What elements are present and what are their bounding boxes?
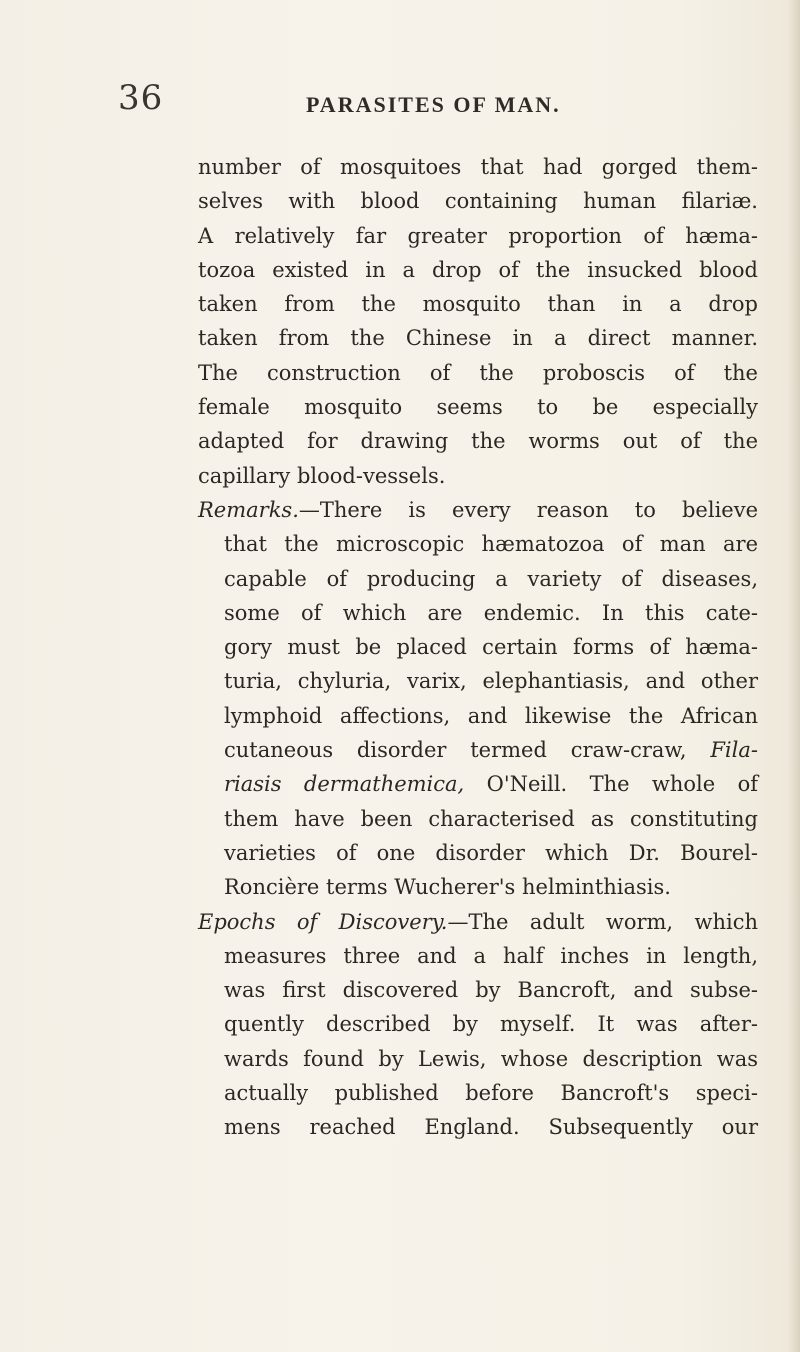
- text-line: measures three and a half inches in length,: [224, 943, 758, 968]
- oneill-text: O'Neill. The whole of: [464, 772, 758, 797]
- text-line: adapted for drawing the worms out of the: [198, 429, 758, 454]
- text-line-with-term: [198, 733, 758, 767]
- text-line: capable of producing a variety of diseases,: [224, 566, 758, 591]
- text-line: Roncière terms Wucherer's helminthiasis.: [224, 875, 671, 900]
- text-line: wards found by Lewis, whose description was: [224, 1046, 758, 1071]
- text-line: varieties of one disorder which Dr. Bourel-: [224, 840, 758, 865]
- text-line: turia, chyluria, varix, elephantiasis, and other: [224, 669, 758, 694]
- remarks-heading: Remarks.: [198, 497, 299, 522]
- text-line: taken from the Chinese in a direct manner.: [198, 326, 758, 351]
- text-line: number of mosquitoes that had gorged them-: [198, 155, 758, 179]
- text-line: quently described by myself. It was after-: [224, 1012, 758, 1037]
- text-line: The construction of the proboscis of the: [198, 360, 758, 385]
- text-line: mens reached England. Subsequently our: [224, 1115, 758, 1140]
- epochs-lead-in: —The adult worm, which: [447, 909, 758, 934]
- remarks-paragraph-start: [198, 493, 758, 527]
- text-line: that the microscopic hæmatozoa of man are: [224, 532, 758, 557]
- text-line: female mosquito seems to be especially: [198, 395, 758, 420]
- term-filariasis-part2: riasis dermathemica,: [224, 772, 465, 797]
- text-line: A relatively far greater proportion of hæma-: [198, 223, 758, 248]
- text-line-with-term: [198, 767, 758, 801]
- body-text: [198, 150, 758, 1145]
- epochs-heading: Epochs of Discovery.: [198, 909, 448, 934]
- running-title: PARASITES OF MAN.: [306, 92, 561, 117]
- page-number: 36: [118, 78, 164, 118]
- text-line: them have been characterised as constituting: [224, 806, 758, 831]
- text-line: was first discovered by Bancroft, and subse-: [224, 978, 758, 1003]
- text-line: selves with blood containing human filariæ.: [198, 189, 758, 214]
- page-edge-shadow: [788, 0, 800, 1352]
- text-line: lymphoid affections, and likewise the African: [224, 703, 758, 728]
- text-line: actually published before Bancroft's speci-: [224, 1081, 758, 1106]
- term-filariasis-part1: Fila-: [710, 738, 758, 763]
- text-line: some of which are endemic. In this cate-: [224, 600, 758, 625]
- text-line: tozoa existed in a drop of the insucked blood: [198, 257, 758, 282]
- remarks-lead-in: —There is every reason to believe: [298, 497, 758, 522]
- text-line: capillary blood-vessels.: [198, 463, 446, 488]
- text-line: taken from the mosquito than in a drop: [198, 292, 758, 317]
- text-line: gory must be placed certain forms of hæma-: [224, 635, 758, 660]
- craw-craw-text: cutaneous disorder termed craw-craw,: [224, 738, 687, 763]
- epochs-paragraph-start: [198, 905, 758, 939]
